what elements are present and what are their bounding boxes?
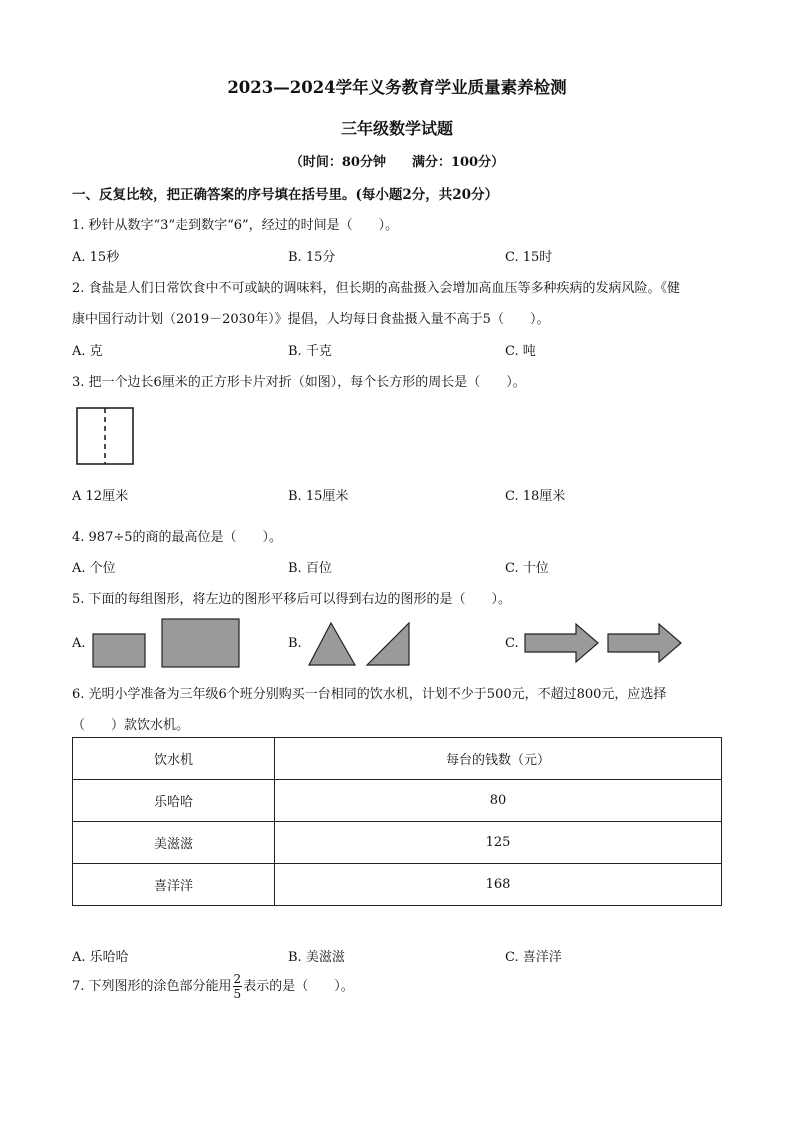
page-subtitle: 三年级数学试题 (340, 119, 453, 138)
q6-option-c: C. 喜洋洋 (505, 950, 562, 965)
q6-option-a: A. 乐哈哈 (72, 950, 129, 965)
table-cell: 168 (275, 864, 722, 906)
folded-square-figure (76, 407, 136, 467)
q4-option-c: C. 十位 (505, 561, 549, 576)
table-header-cell: 每台的钱数（元） (275, 738, 722, 780)
table-row (73, 864, 722, 906)
q1-option-b: B. 15分 (288, 250, 336, 265)
q1-option-a: A. 15秒 (72, 250, 120, 265)
question-4: 4. 987÷5的商的最高位是（ ）。 (72, 530, 283, 545)
table-cell: 乐哈哈 (73, 780, 275, 822)
question-2-line1: 2. 食盐是人们日常饮食中不可或缺的调味料，但长期的高盐摄入会增加高血压等多种疾病的发病风险。《健 (72, 281, 681, 296)
table-row (73, 780, 722, 822)
q4-option-b: B. 百位 (288, 561, 332, 576)
q2-option-a: A. 克 (72, 344, 103, 359)
exam-meta: （时间：80分钟 满分：100分） (289, 155, 505, 170)
fraction (233, 972, 243, 1001)
question-2-line2: 康中国行动计划（2019－2030年）》提倡，人均每日食盐摄入量不高于5（ ）。 (72, 312, 550, 327)
q6-option-b: B. 美滋滋 (288, 950, 345, 965)
q3-option-c: C. 18厘米 (505, 489, 566, 504)
table-cell: 125 (275, 822, 722, 864)
q3-option-b: B. 15厘米 (288, 489, 349, 504)
question-5: 5. 下面的每组图形，将左边的图形平移后可以得到右边的图形的是（ ）。 (72, 592, 512, 607)
q5-option-a-label: A. (72, 636, 86, 651)
q2-option-c: C. 吨 (505, 344, 536, 359)
q5-option-c-label: C. (505, 636, 519, 651)
q5-option-c-arrows (524, 622, 684, 666)
question-6-line1: 6. 光明小学准备为三年级6个班分别购买一台相同的饮水机，计划不少于500元，不超过800元，应选择 (72, 687, 667, 702)
q5-option-a-rectangles (92, 618, 242, 670)
q1-option-c: C. 15时 (505, 250, 553, 265)
table-row (73, 822, 722, 864)
q5-option-b-label: B. (288, 636, 302, 651)
table-cell: 80 (275, 780, 722, 822)
price-table (72, 737, 722, 906)
table-cell: 喜洋洋 (73, 864, 275, 906)
fraction-denominator: 5 (233, 987, 242, 1001)
question-7 (72, 972, 354, 1001)
q4-option-a: A. 个位 (72, 561, 116, 576)
question-7-text-post: 表示的是（ ）。 (243, 979, 354, 994)
q2-option-b: B. 千克 (288, 344, 332, 359)
question-3: 3. 把一个边长6厘米的正方形卡片对折（如图），每个长方形的周长是（ ）。 (72, 375, 526, 390)
question-7-text-pre: 7. 下列图形的涂色部分能用 (72, 979, 232, 994)
table-cell: 美滋滋 (73, 822, 275, 864)
q5-option-b-triangles (307, 621, 413, 667)
fraction-numerator: 2 (233, 972, 242, 986)
page-title: 2023—2024学年义务教育学业质量素养检测 (227, 78, 567, 97)
question-6-line2: （ ）款饮水机。 (72, 718, 190, 733)
section-heading: 一、反复比较，把正确答案的序号填在括号里。(每小题2分，共20分） (72, 187, 499, 203)
table-header-row (73, 738, 722, 780)
q3-option-a: A 12厘米 (72, 489, 129, 504)
question-1: 1. 秒针从数字“3”走到数字“6”，经过的时间是（ ）。 (72, 218, 399, 233)
table-header-cell: 饮水机 (73, 738, 275, 780)
